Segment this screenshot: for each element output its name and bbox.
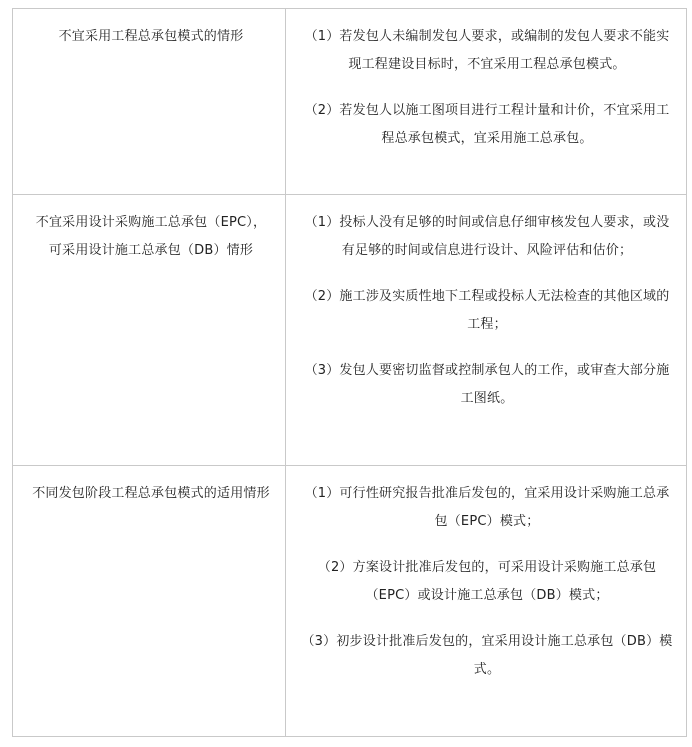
list-item: （1）投标人没有足够的时间或信息仔细审核发包人要求，或没有足够的时间或信息进行设计、风险评估和估价； (304, 215, 670, 258)
list-item: （3）发包人要密切监督或控制承包人的工作，或审查大部分施工图纸。 (304, 363, 670, 406)
list-item: （1）可行性研究报告批准后发包的，宜采用设计采购施工总承包（EPC）模式； (304, 486, 670, 529)
row-label: 不宜采用工程总承包模式的情形 (58, 29, 244, 44)
row-label-cell (13, 466, 286, 737)
row-label-cell (13, 9, 286, 195)
row-content-cell (286, 195, 687, 466)
row-label: 不宜采用设计采购施工总承包（EPC），可采用设计施工总承包（DB）情形 (35, 215, 267, 258)
list-item: （2）施工涉及实质性地下工程或投标人无法检查的其他区域的工程； (304, 289, 670, 332)
content-table (12, 8, 687, 737)
row-label-cell (13, 195, 286, 466)
list-item: （2）若发包人以施工图项目进行工程计量和计价，不宜采用工程总承包模式，宜采用施工总承包。 (304, 103, 670, 146)
row-content-cell (286, 466, 687, 737)
table-row (13, 9, 687, 195)
row-content-cell (286, 9, 687, 195)
table-row (13, 195, 687, 466)
list-item: （1）若发包人未编制发包人要求，或编制的发包人要求不能实现工程建设目标时，不宜采用工程总承包模式。 (304, 29, 670, 72)
row-label: 不同发包阶段工程总承包模式的适用情形 (32, 486, 270, 501)
table-row (13, 466, 687, 737)
list-item: （3）初步设计批准后发包的，宜采用设计施工总承包（DB）模式。 (301, 634, 673, 677)
list-item: （2）方案设计批准后发包的，可采用设计采购施工总承包（EPC）或设计施工总承包（DB）模式； (317, 560, 657, 603)
